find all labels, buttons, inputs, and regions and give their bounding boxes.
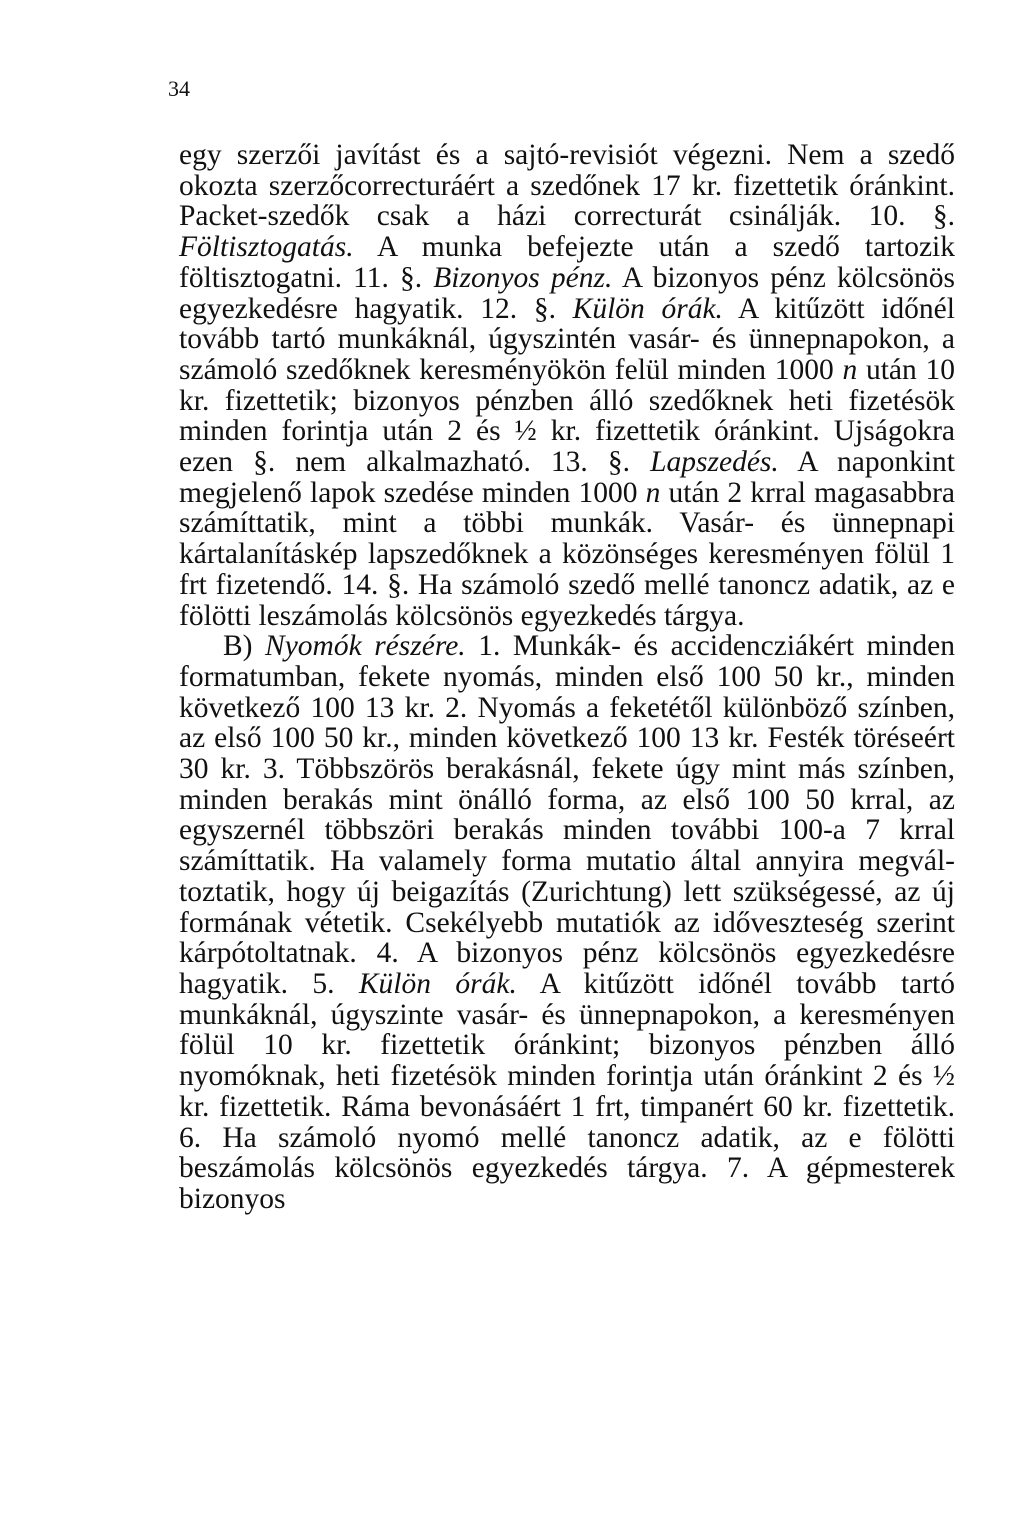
text-run: A kitűzött időnél tovább tartó munkáknál, úgyszinte vasár- és ünnepnapokon, a keresményen fölül 10 kr. fizettetik óránkint; bizonyos pénzben álló nyomóknak, heti fizetésök minden forintja után óránkint 2 és ½ kr. fizettetik. Ráma bevonásáért 1 frt, timpanért 60 kr. fizettetik. 6. Ha számoló nyomó mellé tanoncz adatik, az e fölötti beszámolás kölcsönös egyezkedés tárgya. 7. A gépmesterek bizonyos bbox=[179, 967, 956, 1215]
italic-heading-for-printers: Nyomók részére. bbox=[265, 630, 466, 663]
italic-heading-cleaning: Föltisztogatás. bbox=[179, 231, 354, 264]
italic-heading-extra-hours: Külön órák. bbox=[572, 292, 723, 325]
text-run: után 10 kr. fizettetik; bizonyos pénzben álló szedőknek heti fizetésök minden forintja után 2 és ½ kr. fizettetik óránkint. Ujságokra ezen §. nem alkalmazható. 13. §. bbox=[179, 353, 955, 479]
text-run: A bizonyos pénz kölcsönös egyezkedésre hagyatik. 12. §. bbox=[179, 261, 956, 325]
italic-heading-extra-hours: Külön órák. bbox=[358, 967, 517, 1000]
text-run: A kitűzött időnél tovább tartó munkáknál, úgyszintén vasár- és ünnepnapokon, a számoló szedőknek keresményökön felül minden 1000 bbox=[179, 292, 955, 386]
italic-heading-fixed-pay: Bizonyos pénz. bbox=[433, 261, 613, 294]
italic-heading-newspaper-setting: Lapszedés. bbox=[650, 446, 779, 479]
text-run: B) bbox=[223, 630, 266, 663]
text-run: 1. Munkák- és accidencziákért minden formatumban, fekete nyomás, minden első 100 50 kr., minden következő 100 13 kr. 2. Nyomás a feketétől különböző színben, az első 100 50 kr., minden következő 100 13 kr. Festék töréseért 30 kr. 3. Többszörös berakásnál, fekete úgy mint más színben, minden berakás mint önálló forma, az első 100 50 krral, az egyszernél többszöri berakás minden további 100-a 7 krral számíttatik. Ha valamely forma mutatio által annyira megváltoztatik, hogy új beigazítás (Zurichtung) lett szükségessé, az új formának vétetik. Csekélyebb mutatiók az időveszteség szerint kárpótoltatnak. 4. A bizonyos pénz kölcsönös egyezkedésre hagyatik. 5. bbox=[179, 630, 955, 1000]
italic-letter-n: n bbox=[645, 476, 661, 509]
text-run: A munka befejezte után a szedő tartozik föltisztogatni. 11. §. bbox=[179, 231, 955, 294]
text-run: A naponkint megjelenő lapok szedése minden 1000 bbox=[179, 446, 955, 509]
body-text bbox=[179, 140, 955, 1215]
text-run: után 2 krral magasabbra számíttatik, mint a többi munkák. Vasár- és ünnepnapi kártalanításkép lapszedőknek a közönséges keresményen fölül 1 frt fizetendő. 14. §. Ha számoló szedő mellé tanoncz adatik, az e fölötti leszámolás kölcsönös egyezkedés tárgya. bbox=[179, 476, 955, 632]
text-run: egy szerzői javítást és a sajtó-revisiót végezni. Nem a szedő okozta szerzőcorrecturáért a szedőnek 17 kr. fizettetik óránkint. Packet-szedők csak a házi correcturát csinálják. 10. §. bbox=[179, 139, 955, 233]
page-number: 34 bbox=[168, 76, 190, 101]
italic-letter-n: n bbox=[842, 353, 858, 386]
paragraph-typesetters bbox=[179, 140, 955, 631]
paragraph-printers bbox=[179, 631, 955, 1214]
